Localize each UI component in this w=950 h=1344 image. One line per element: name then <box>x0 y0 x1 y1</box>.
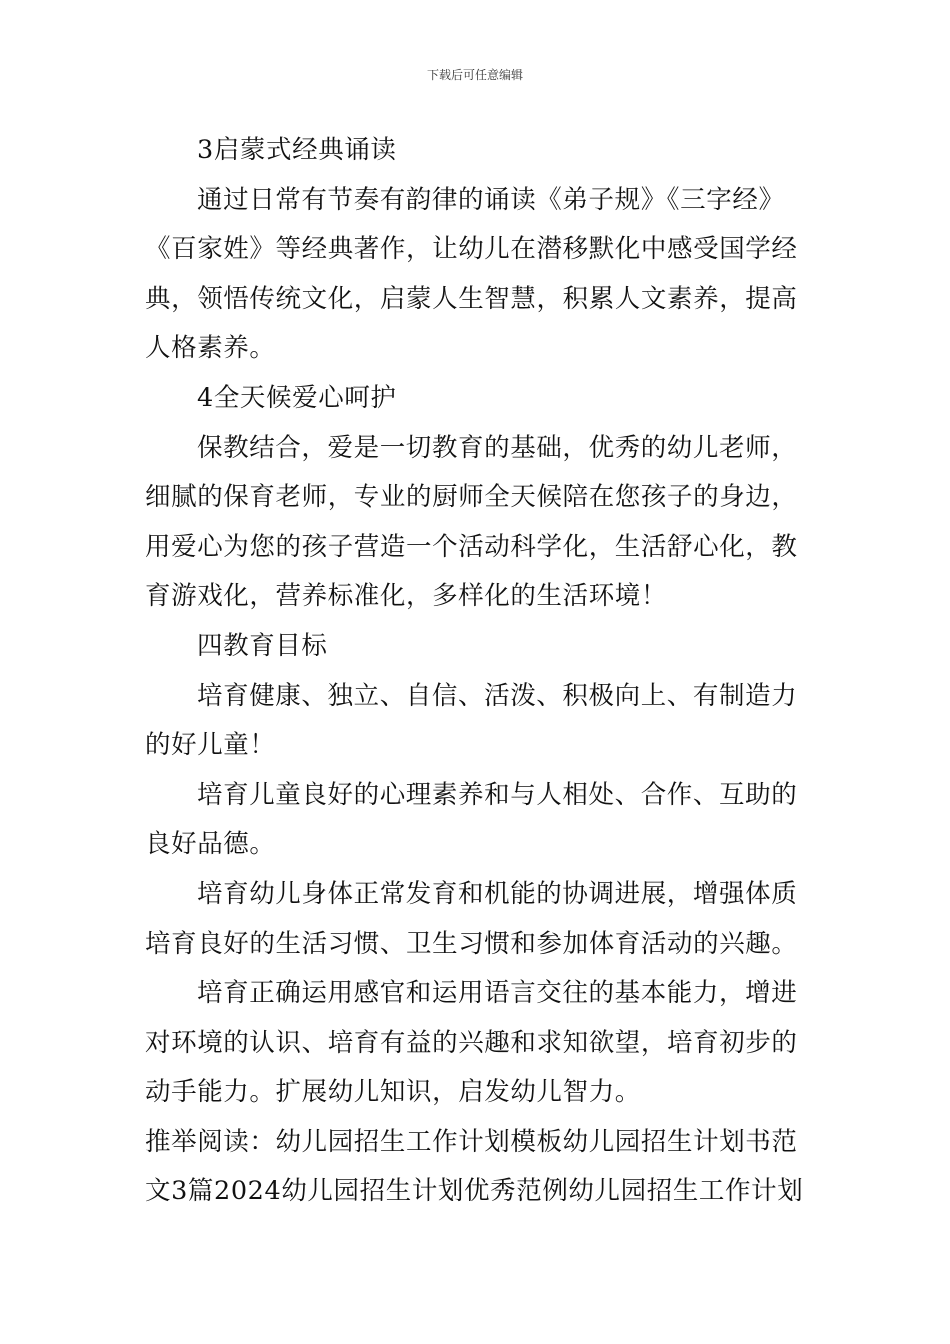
recommended-reading-line: 文3篇2024幼儿园招生计划优秀范例幼儿园招生工作计划 <box>145 1176 804 1207</box>
paragraph-line: 培育儿童良好的心理素养和与人相处、合作、互助的 <box>197 779 798 810</box>
recommended-reading-line: 推举阅读：幼儿园招生工作计划模板幼儿园招生计划书范 <box>145 1126 798 1157</box>
paragraph-line: 通过日常有节奏有韵律的诵读《弟子规》《三字经》 <box>197 184 785 215</box>
paragraph-line: 培育健康、独立、自信、活泼、积极向上、有制造力 <box>197 680 798 711</box>
page-header-note: 下载后可任意编辑 <box>426 68 523 82</box>
paragraph-line: 用爱心为您的孩子营造一个活动科学化，生活舒心化，教 <box>145 531 798 562</box>
paragraph-line: 培育良好的生活习惯、卫生习惯和参加体育活动的兴趣。 <box>145 928 798 959</box>
paragraph-line: 育游戏化，营养标准化，多样化的生活环境！ <box>145 581 668 612</box>
paragraph-line: 培育正确运用感官和运用语言交往的基本能力，增进 <box>197 978 798 1009</box>
paragraph-line: 培育幼儿身体正常发育和机能的协调进展，增强体质 <box>197 878 798 909</box>
paragraph-line: 动手能力。扩展幼儿知识，启发幼儿智力。 <box>145 1077 641 1108</box>
heading-3-classic-reading: 3启蒙式经典诵读 <box>197 135 397 165</box>
paragraph-line: 良好品德。 <box>145 829 276 860</box>
paragraph-line: 人格素养。 <box>145 333 276 364</box>
heading-education-goals: 四教育目标 <box>197 630 328 661</box>
paragraph-line: 细腻的保育老师，专业的厨师全天候陪在您孩子的身边， <box>145 482 798 513</box>
paragraph-line: 的好儿童！ <box>145 730 276 761</box>
paragraph-line: 对环境的认识、培育有益的兴趣和求知欲望，培育初步的 <box>145 1027 798 1058</box>
paragraph-line: 《百家姓》等经典著作，让幼儿在潜移默化中感受国学经 <box>145 234 798 265</box>
paragraph-line: 典，领悟传统文化，启蒙人生智慧，积累人文素养，提高 <box>145 283 798 314</box>
heading-4-care: 4全天候爱心呵护 <box>197 382 397 413</box>
document-body <box>145 126 807 1217</box>
paragraph-line: 保教结合，爱是一切教育的基础，优秀的幼儿老师， <box>197 432 798 463</box>
